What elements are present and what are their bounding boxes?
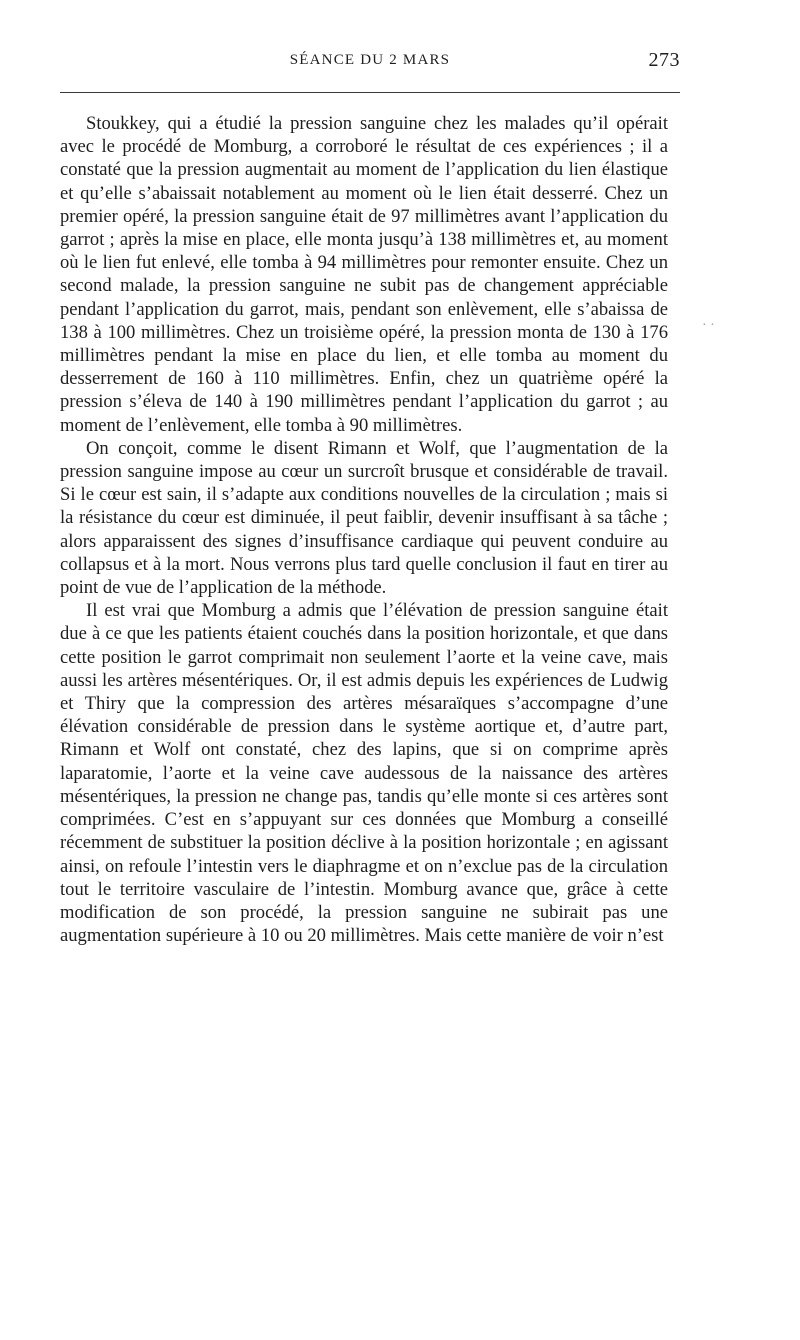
page-header xyxy=(60,49,680,82)
running-head: SÉANCE DU 2 MARS xyxy=(289,52,451,68)
margin-speck-mark: · · xyxy=(702,318,715,333)
paragraph-1: Stoukkey, qui a étudié la pression sanguine chez les malades qu’il opérait avec le procédé de Momburg, a corroboré le résultat de ces expériences ; il a constaté que la pression augmentait au moment de l’application du lien élastique et qu’elle s’abaissait notablement au moment où le lien était desserré. Chez un premier opéré, la pression sanguine était de 97 millimètres avant l’application du garrot ; après la mise en place, elle monta jusqu’à 138 millimètres et, au moment où le lien fut enlevé, elle tomba à 94 millimètres pour remonter ensuite. Chez un second malade, la pression sanguine ne subit pas de changement appréciable pendant l’application du garrot, mais, pendant son enlèvement, elle s’abaissa de 138 à 100 millimètres. Chez un troisième opéré, la pression monta de 130 à 176 millimètres pendant la mise en place du lien, et elle tomba au moment du desserrement de 160 à 110 millimètres. Enfin, chez un quatrième opéré la pression s’éleva de 140 à 190 millimètres pendant l’application du garrot ; au moment de l’enlèvement, elle tomba à 90 millimètres. xyxy=(60,113,668,436)
header-rule xyxy=(60,92,680,93)
paragraph-2: On conçoit, comme le disent Rimann et Wolf, que l’augmentation de la pression sanguine impose au cœur un surcroît brusque et considérable de travail. Si le cœur est sain, il s’adapte aux conditions nouvelles de la circulation ; mais si la résistance du cœur est diminuée, il peut faiblir, devenir insuffisant à sa tâche ; alors apparaissent des signes d’insuffisance cardiaque qui peuvent conduire au collapsus et à la mort. Nous verrons plus tard quelle conclusion il faut en tirer au point de vue de l’application de la méthode. xyxy=(60,437,668,599)
body-text xyxy=(60,112,668,947)
paragraph-3: Il est vrai que Momburg a admis que l’élévation de pression sanguine était due à ce que les patients étaient couchés dans la position horizontale, et que dans cette position le garrot comprimait non seulement l’aorte et la veine cave, mais aussi les artères mésentériques. Or, il est admis depuis les expériences de Ludwig et Thiry que la compression des artères mésaraïques s’accompagne d’une élévation considérable de pression dans le système aortique et, d’autre part, Rimann et Wolf ont constaté, chez des lapins, que si on comprime après laparatomie, l’aorte et la veine cave audessous de la naissance des artères mésentériques, la pression ne change pas, tandis qu’elle monte si ces artères sont comprimées. C’est en s’appuyant sur ces données que Momburg a conseillé récemment de substituer la position déclive à la position horizontale ; en agissant ainsi, on refoule l’intestin vers le diaphragme et on n’exclue pas de la circulation tout le territoire vasculaire de l’intestin. Momburg avance que, grâce à cette modification de son procédé, la pression sanguine ne subirait pas une augmentation supérieure à 10 ou 20 millimètres. Mais cette manière de voir n’est xyxy=(60,600,668,947)
page-number: 273 xyxy=(648,49,680,71)
